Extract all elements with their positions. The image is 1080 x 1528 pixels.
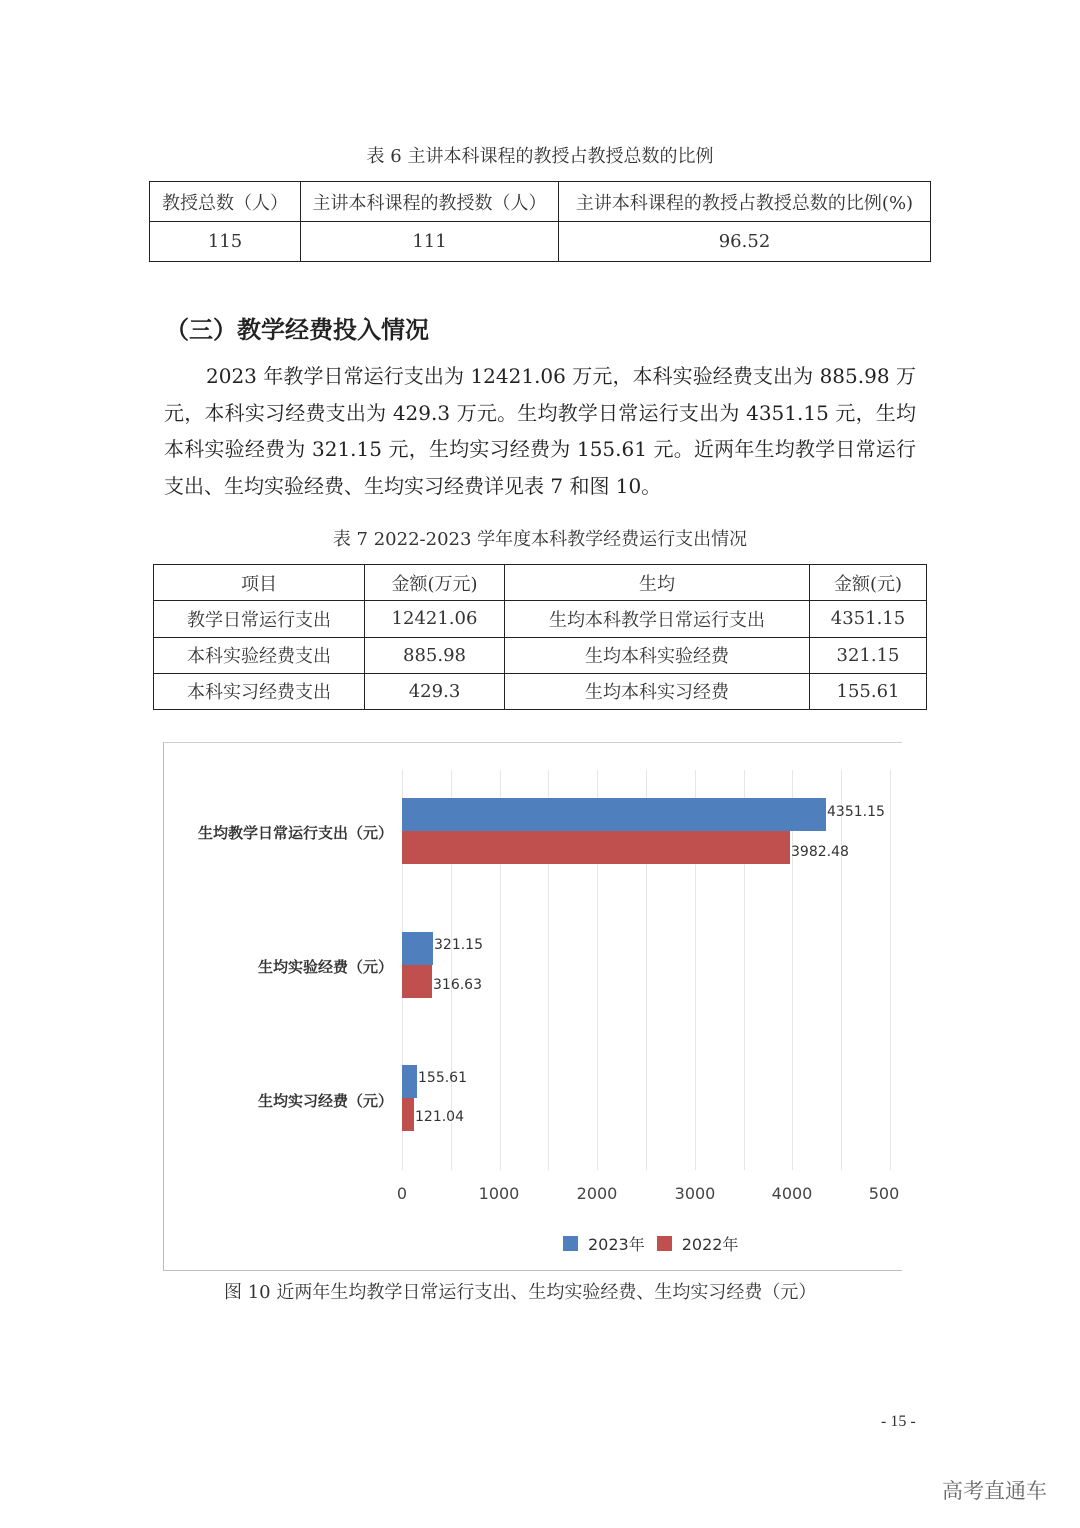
table7-cell: 生均本科实习经费 <box>505 673 810 709</box>
legend-label: 2022年 <box>681 1235 739 1254</box>
category-label: 生均实习经费（元） <box>257 1092 393 1110</box>
watermark: 高考直通车 <box>942 1479 1047 1503</box>
table7-header: 生均 <box>505 565 810 601</box>
table7 <box>153 564 927 710</box>
x-tick: 3000 <box>674 1184 716 1203</box>
table6-header: 教授总数（人） <box>150 182 301 222</box>
x-tick: 2000 <box>576 1184 618 1203</box>
bar-2023 <box>402 798 826 831</box>
section-heading: （三）教学经费投入情况 <box>165 316 429 344</box>
table7-caption: 表 7 2022-2023 学年度本科教学经费运行支出情况 <box>332 529 748 550</box>
bar-2023 <box>402 932 433 965</box>
table7-cell: 本科实习经费支出 <box>154 673 365 709</box>
legend-swatch-2022 <box>657 1236 672 1251</box>
table7-header: 金额(元) <box>810 565 927 601</box>
data-label: 3982.48 <box>791 844 849 860</box>
table6-header: 主讲本科课程的教授占教授总数的比例(%) <box>559 182 931 222</box>
table6-cell: 96.52 <box>559 222 931 262</box>
table7-cell: 4351.15 <box>810 601 927 637</box>
bar-2022 <box>402 831 790 864</box>
table7-cell: 429.3 <box>365 673 505 709</box>
table7-cell: 155.61 <box>810 673 927 709</box>
x-tick: 1000 <box>478 1184 520 1203</box>
table7-header: 项目 <box>154 565 365 601</box>
x-tick: 500 <box>868 1184 900 1203</box>
section-paragraph <box>164 358 916 504</box>
data-label: 155.61 <box>418 1070 467 1086</box>
bar-2022 <box>402 1098 414 1131</box>
table7-cell: 12421.06 <box>365 601 505 637</box>
legend-label: 2023年 <box>588 1235 645 1254</box>
legend-swatch-2023 <box>563 1236 578 1251</box>
table7-cell: 本科实验经费支出 <box>154 637 365 673</box>
table6-cell: 111 <box>301 222 559 262</box>
table6-caption: 表 6 主讲本科课程的教授占教授总数的比例 <box>366 146 714 167</box>
category-label: 生均实验经费（元） <box>257 958 393 976</box>
table6 <box>149 181 931 262</box>
data-label: 316.63 <box>433 977 482 993</box>
table-row <box>154 601 927 637</box>
figure-caption: 图 10 近两年生均教学日常运行支出、生均实验经费、生均实习经费（元） <box>224 1282 817 1303</box>
paragraph-text: 2023 年教学日常运行支出为 12421.06 万元，本科实验经费支出为 885.98 万元，本科实习经费支出为 429.3 万元。生均教学日常运行支出为 4351.15 元，生均本科实验经费为 321.15 元，生均实习经费为 155.61 元。近两年生均教学日常运行支出、生均实验经费、生均实习经费详见表 7 和图 10。 <box>164 364 916 498</box>
page-number: - 15 - <box>881 1413 916 1430</box>
category-label: 生均教学日常运行支出（元） <box>197 824 393 842</box>
table6-header: 主讲本科课程的教授数（人） <box>301 182 559 222</box>
data-label: 4351.15 <box>827 804 885 820</box>
table7-cell: 321.15 <box>810 637 927 673</box>
table7-cell: 生均本科实验经费 <box>505 637 810 673</box>
data-label: 121.04 <box>415 1109 464 1125</box>
x-tick: 4000 <box>771 1184 813 1203</box>
table7-cell: 教学日常运行支出 <box>154 601 365 637</box>
table-row <box>154 637 927 673</box>
gridline <box>890 770 891 1170</box>
table-row <box>154 673 927 709</box>
table7-cell: 生均本科教学日常运行支出 <box>505 601 810 637</box>
table6-cell: 115 <box>150 222 301 262</box>
table7-header: 金额(万元) <box>365 565 505 601</box>
table7-cell: 885.98 <box>365 637 505 673</box>
x-tick: 0 <box>396 1184 408 1203</box>
bar-2023 <box>402 1065 417 1098</box>
bar-2022 <box>402 965 432 998</box>
chart-legend <box>563 1232 738 1255</box>
data-label: 321.15 <box>434 937 483 953</box>
gridline <box>841 770 842 1170</box>
